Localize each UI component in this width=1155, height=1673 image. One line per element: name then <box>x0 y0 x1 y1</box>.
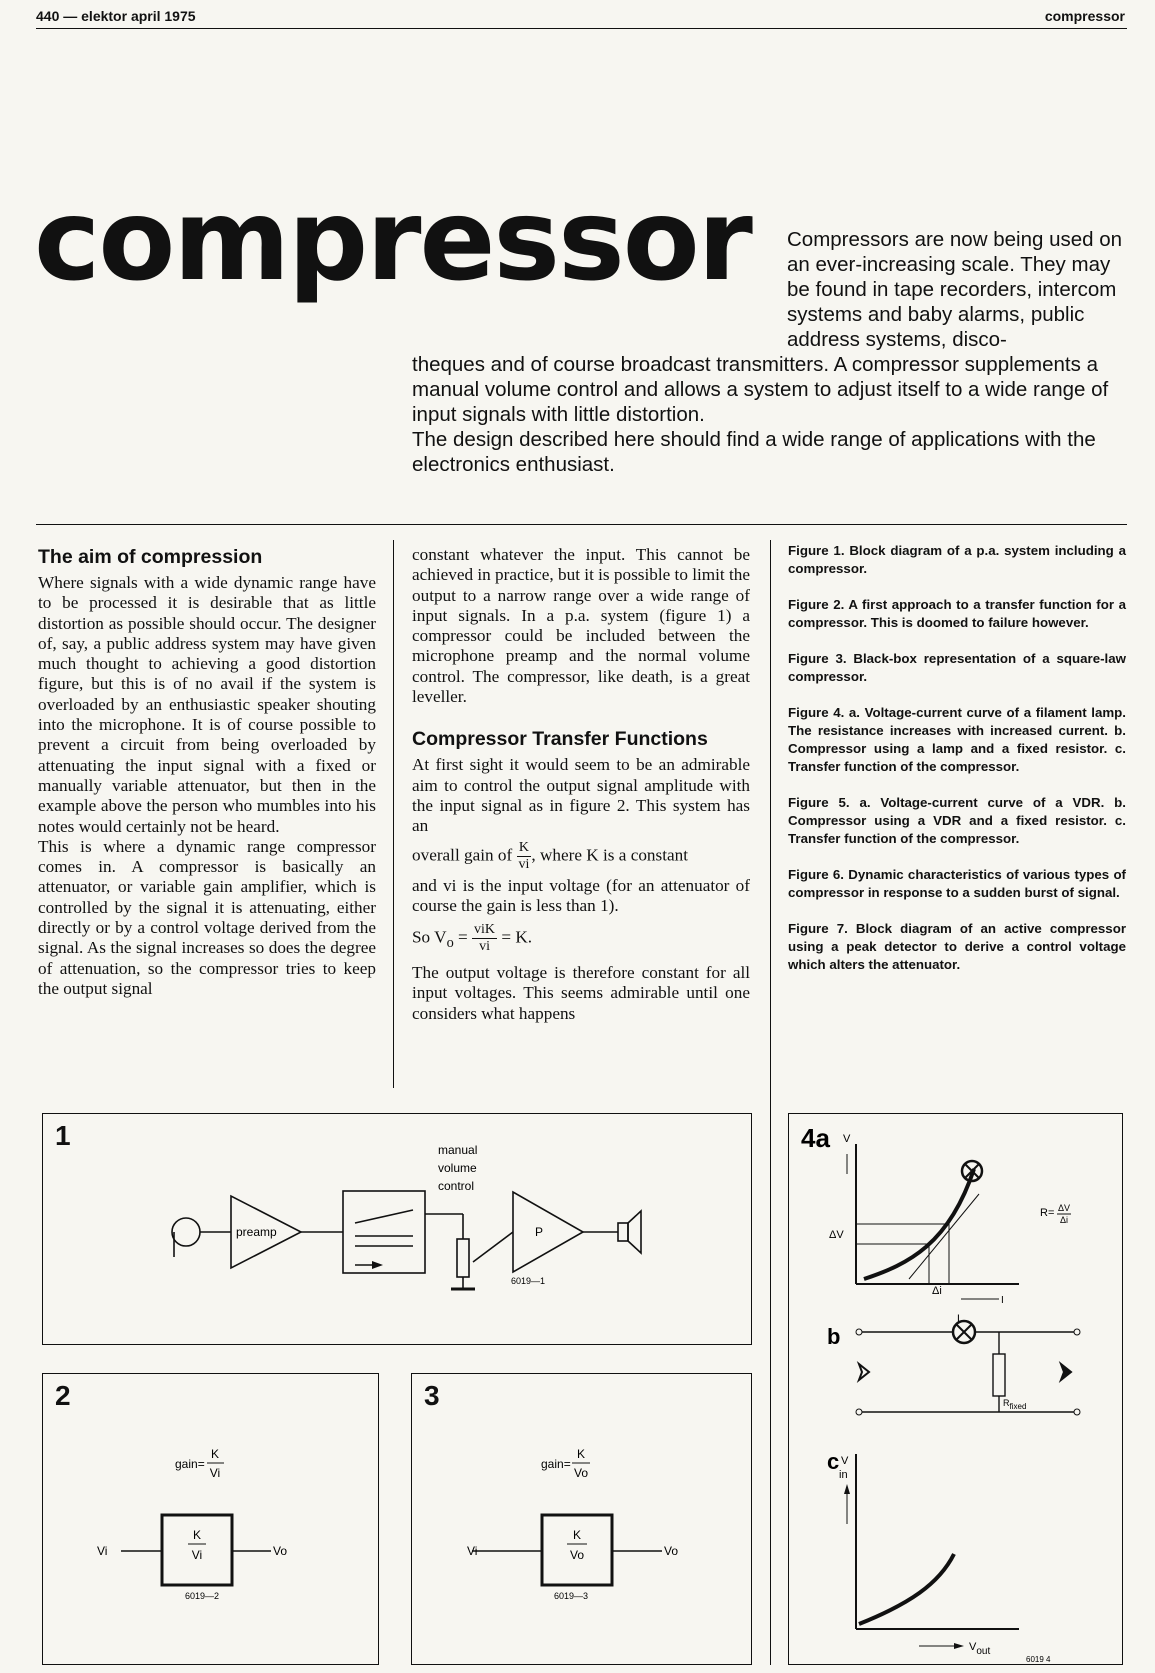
fig2-input-label: Vi <box>97 1544 108 1558</box>
caption-fig6: Figure 6. Dynamic characteristics of various types of compressor in response to a sudden burst of signal. <box>788 867 1126 900</box>
figure-1-code: 6019—1 <box>511 1276 546 1286</box>
fig2-gain-num: K <box>210 1447 220 1461</box>
col2-gain-line <box>412 840 750 873</box>
column-divider-2 <box>770 540 771 1665</box>
section-rule <box>36 524 1127 525</box>
intro-part2: theques and of course broadcast transmitters. A compressor supplements a manual volume control and allows a system to adjust itself to a wide range of input signals with little distortion. <box>412 353 1109 426</box>
fig4c-vout-label: Vout <box>969 1641 991 1657</box>
column-divider-1 <box>393 540 394 1088</box>
volume-label: volume <box>438 1161 477 1175</box>
figure-1-number: 1 <box>55 1120 71 1151</box>
fig3-gain-den: Vo <box>573 1466 589 1480</box>
fig4a-i-label: I <box>1001 1295 1004 1306</box>
caption-fig3: Figure 3. Black-box representation of a square-law compressor. <box>788 651 1126 684</box>
figure-2 <box>42 1373 379 1665</box>
fig4a-v-label: V <box>843 1133 851 1145</box>
control-label: control <box>438 1179 475 1193</box>
fig2-box-den: Vi <box>191 1548 203 1562</box>
intro-part1: Compressors are now being used on an ever-increasing scale. They may be found in tape recorders, intercom systems and baby alarms, public address systems, disco- <box>787 228 1123 351</box>
heading-aim: The aim of compression <box>38 546 263 568</box>
figure-3-diagram <box>412 1374 753 1666</box>
fig3-box-den: Vo <box>569 1548 585 1562</box>
caption-fig2: Figure 2. A first approach to a transfer function for a compressor. This is doomed to failure however. <box>788 597 1126 630</box>
fig2-box-num: K <box>192 1528 202 1542</box>
fig4a-r-den: Δi <box>1059 1215 1069 1225</box>
fig3-gain-num: K <box>576 1447 586 1461</box>
figure-2-diagram <box>43 1374 380 1666</box>
figure-1 <box>42 1113 752 1345</box>
heading-transfer-functions: Compressor Transfer Functions <box>412 728 708 751</box>
caption-fig7: Figure 7. Block diagram of an active compressor using a peak detector to derive a control voltage which alters the attenuator. <box>788 921 1126 972</box>
fig4a-r-label: R= <box>1040 1207 1055 1219</box>
column-2 <box>412 545 750 1024</box>
fig4c-curve <box>859 1554 954 1624</box>
figure-4c-label: c <box>827 1449 840 1474</box>
manual-label: manual <box>438 1143 478 1157</box>
fig4b-lamp-label: L <box>957 1313 964 1325</box>
figure-4a-label: 4a <box>801 1123 830 1153</box>
figure-2-code: 6019—2 <box>185 1591 220 1601</box>
page-header-right: compressor <box>1044 8 1125 24</box>
figure-3-code: 6019—3 <box>554 1591 589 1601</box>
col2-paragraph-1: constant whatever the input. This cannot be achieved in practice, but it is possible to limit the output to a narrow range over a wide range of input signals. In a p.a. system (figure 1) a compressor could be included between the microphone preamp and the normal volume control. The compressor, like death, is a great leveller. <box>412 545 750 707</box>
fig3-output-label: Vo <box>664 1544 679 1558</box>
gain-text: overall gain of <box>412 845 513 865</box>
power-amp-triangle <box>513 1192 583 1272</box>
fig2-gain-label: gain= <box>175 1457 205 1471</box>
column-1 <box>38 545 376 999</box>
caption-fig4: Figure 4. a. Voltage-current curve of a filament lamp. The resistance increases with increased current. b. Compressor using a lamp and a fixed resistor. c. Transfer function of the compressor. <box>788 705 1126 774</box>
input-arrow-icon <box>859 1364 869 1380</box>
col1-paragraph-2: This is where a dynamic range compressor comes in. A compressor is basically an attenuator, or variable gain amplifier, which is controlled by the signal it is attenuating, either directly or by a control voltage derived from the signal. As the signal increases so does the degree of attenuation, so the compressor tries to keep the output signal <box>38 836 376 998</box>
caption-fig5: Figure 5. a. Voltage-current curve of a VDR. b. Compressor using a VDR and a fixed resistor. c. Transfer function of the compressor. <box>788 795 1126 846</box>
col1-paragraph-1: Where signals with a wide dynamic range have to be processed it is desirable that as little distortion as possible should occur. The designer of, say, a public address system may have given much thought to achieving a good distortion figure, but this is of no avail if the system is overloaded by an enthusiastic speaker shouting into the microphone. It is of course possible to prevent a circuit from being overloaded by attenuating the input signal with a fixed or manually variable attenuator, but then in the example above the person who mumbles into his notes would certainly not be heard. <box>38 573 376 836</box>
speaker-icon <box>618 1223 628 1241</box>
power-amp-label: P <box>535 1225 544 1239</box>
top-rule <box>36 28 1127 29</box>
figure-2-number: 2 <box>55 1380 71 1411</box>
col2-paragraph-2: At first sight it would seem to be an admirable aim to control the output signal amplitude with the input signal as in figure 2. This system has an <box>412 755 750 836</box>
fig4c-vin-label: V in <box>839 1455 849 1481</box>
gain-text-end: , where K is a constant <box>531 845 688 865</box>
fig4a-r-num: ΔV <box>1057 1203 1071 1213</box>
fig2-output-label: Vo <box>273 1544 288 1558</box>
equation-fraction: $\frac{\text{viK}}{vi}$ <box>474 922 496 955</box>
gain-fraction: $\frac{K}{vi}$ <box>518 839 530 872</box>
intro-part3: The design described here should find a wide range of applications with the electronics enthusiast. <box>412 428 1096 476</box>
figure-1-diagram <box>43 1114 753 1346</box>
fig2-gain-den: Vi <box>209 1466 221 1480</box>
fig3-box-num: K <box>572 1528 582 1542</box>
figure-captions <box>788 542 1126 992</box>
compressor-box <box>343 1191 425 1273</box>
output-arrow-icon <box>1061 1364 1071 1380</box>
figure-3 <box>411 1373 752 1665</box>
col2-paragraph-4: and vi is the input voltage (for an attenuator of course the gain is less than 1). <box>412 875 750 915</box>
figure-4-diagram <box>789 1114 1124 1666</box>
col2-paragraph-5: The output voltage is therefore constant for all input voltages. This seems admirable until one considers what happens <box>412 963 750 1023</box>
fig4b-resistor <box>993 1354 1005 1396</box>
volume-potentiometer <box>457 1239 469 1277</box>
article-title: compressor <box>34 176 751 306</box>
figure-3-number: 3 <box>424 1380 440 1411</box>
col2-equation: So $V_o$ = $\frac{\text{viK}}{vi}$ = K. <box>412 922 533 955</box>
fig3-input-label: Vi <box>467 1544 478 1558</box>
figure-4b-label: b <box>827 1324 841 1349</box>
fig4a-di-label: Δi <box>932 1285 942 1297</box>
fig3-gain-label: gain= <box>541 1457 571 1471</box>
page-header-left: 440 — elektor april 1975 <box>36 8 196 24</box>
intro-continued <box>412 352 1132 477</box>
fig4a-dv-label: ΔV <box>829 1229 844 1241</box>
preamp-label: preamp <box>236 1225 277 1239</box>
caption-fig1: Figure 1. Block diagram of a p.a. system including a compressor. <box>788 543 1126 576</box>
microphone-icon <box>172 1218 200 1246</box>
figure-4-code: 6019 4 <box>1026 1655 1051 1664</box>
fig4b-rfixed-label: Rfixed <box>1003 1398 1027 1411</box>
figure-4 <box>788 1113 1123 1665</box>
